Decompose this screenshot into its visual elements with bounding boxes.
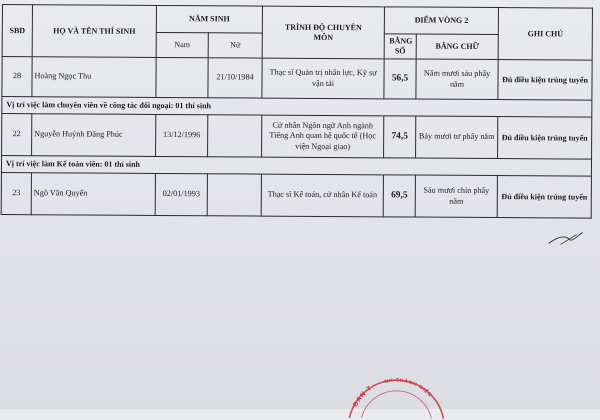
header-qualification-label: TRÌNH ĐỘ CHUYÊN MÔN — [284, 22, 362, 42]
section-heading: Vị trí việc làm Kế toán viên: 01 thí sinh — [1, 156, 591, 177]
svg-text:BAN T — [352, 384, 374, 408]
header-qualification — [262, 6, 384, 59]
cell-name: Ngô Văn Quyến — [31, 173, 155, 216]
table-row — [2, 114, 592, 160]
header-sbd: SBD — [2, 5, 32, 57]
header-score-words: BẰNG CHỮ — [416, 34, 498, 60]
cell-male — [156, 57, 208, 97]
official-stamp — [341, 358, 451, 419]
header-female: Nữ — [208, 33, 262, 58]
cell-sbd: 28 — [2, 57, 32, 97]
section-heading: Vị trí việc làm chuyên viên về công tác đối ngoại: 01 thí sinh — [2, 97, 592, 118]
results-table — [1, 4, 593, 219]
table-row — [2, 57, 592, 101]
cell-score: 74,5 — [384, 116, 416, 158]
cell-note: Đủ điều kiện trúng tuyển — [498, 60, 592, 101]
cell-score-words: Sáu mươi chín phẩy năm — [415, 175, 497, 218]
stamp-text-bottom: NH THÀNH NIÊN — [384, 377, 434, 399]
cell-male: 02/01/1993 — [155, 173, 207, 215]
cell-female: 21/10/1984 — [208, 58, 262, 98]
cell-score-words: Bảy mươi tư phẩy năm — [416, 116, 498, 159]
cell-score-words: Năm mươi sáu phẩy năm — [416, 59, 498, 100]
cell-name: Nguyễn Huỳnh Đăng Phúc — [32, 114, 156, 157]
stamp-text-top: BAN T — [352, 384, 374, 409]
table-row — [1, 173, 591, 219]
cell-score: 56,5 — [384, 59, 416, 99]
cell-sbd: 22 — [2, 114, 32, 156]
cell-note: Đủ điều kiện trúng tuyển — [497, 176, 591, 219]
header-score-number — [384, 34, 416, 59]
cell-qualification: Thạc sĩ Quản trị nhân lực, Kỹ sư vận tải — [262, 58, 384, 99]
cell-female — [208, 115, 262, 157]
header-birth: NĂM SINH — [156, 5, 262, 33]
cell-qualification: Cử nhân Ngôn ngữ Anh ngành Tiếng Anh quan hệ quốc tế (Học viện Ngoại giao) — [262, 115, 384, 158]
cell-name: Hoàng Ngọc Thu — [32, 57, 156, 98]
cell-female — [207, 174, 261, 216]
svg-text:NH THÀNH NIÊN — [384, 377, 433, 398]
cell-qualification: Thạc sĩ Kế toán, cử nhân Kế toán — [261, 174, 383, 217]
cell-note: Đủ điều kiện trúng tuyển — [498, 117, 592, 160]
header-male: Nam — [156, 32, 208, 57]
header-score-round2: ĐIỂM VÒNG 2 — [384, 7, 498, 35]
cell-male: 13/12/1996 — [156, 114, 208, 156]
header-name: HỌ VÀ TÊN THÍ SINH — [32, 5, 156, 58]
header-score-number-label: BẰNG SỐ — [389, 36, 413, 56]
signature-mark — [546, 229, 584, 247]
header-note: GHI CHÚ — [498, 8, 592, 61]
cell-score: 69,5 — [383, 175, 415, 217]
cell-sbd: 23 — [1, 173, 31, 215]
